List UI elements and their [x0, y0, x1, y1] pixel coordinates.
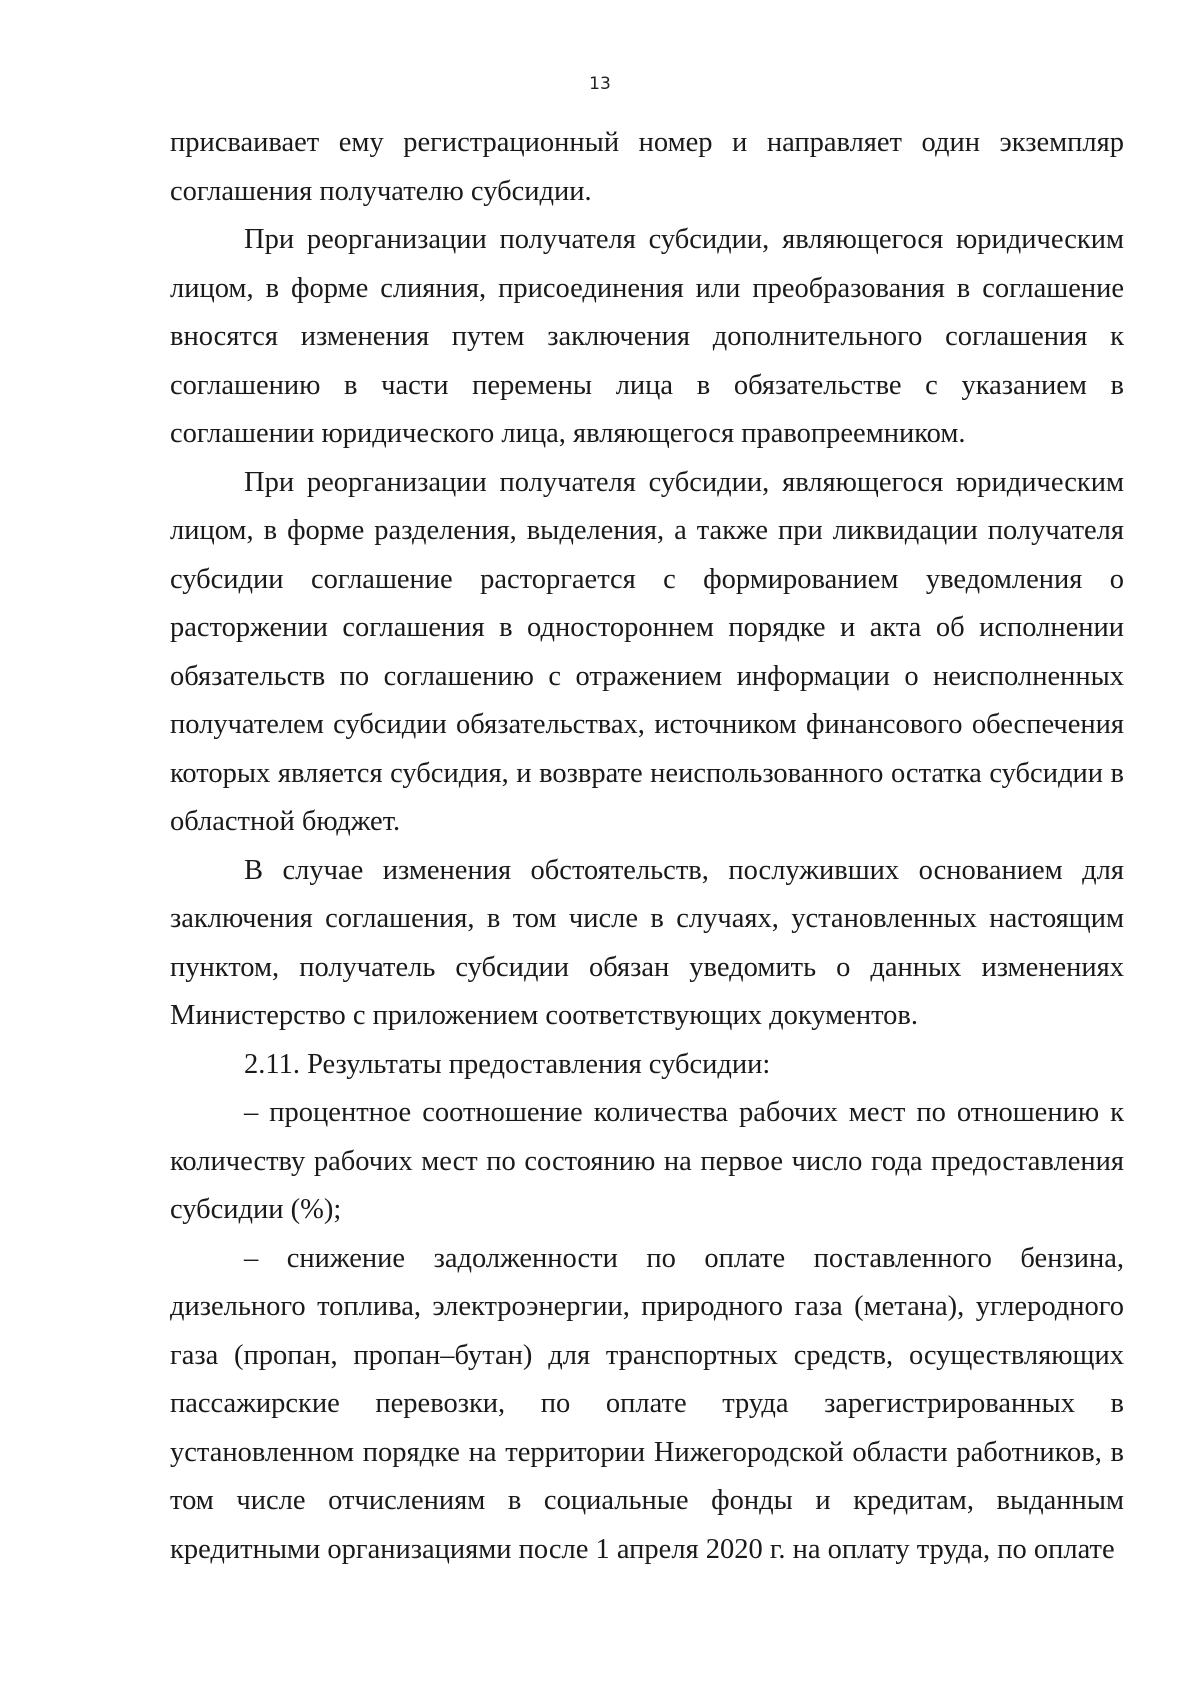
page-number: 13: [589, 74, 611, 94]
section-heading-results: 2.11. Результаты предоставления субсидии:: [244, 1048, 771, 1080]
list-item-debt-reduction: – снижение задолженности по оплате поставленного бензина, дизельного топлива, электроэнергии, природного газа (метана), углеродного газа (пропан, пропан–бутан) для транспортных средств, осуществляющих пассажирские перевозки, по оплате труда зарегистрированных в установленном порядке на территории Нижегородской области работников, в том числе отчислениям в социальные фонды и кредитам, выданным кредитными организациями после 1 апреля 2020 г. на оплату труда, по оплате: [170, 1242, 1124, 1565]
paragraph-reorganization-division: При реорганизации получателя субсидии, являющегося юридическим лицом, в форме разделения, выделения, а также при ликвидации получателя субсидии соглашение расторгается с формированием уведомления о расторжении соглашения в одностороннем порядке и акта об исполнении обязательств по соглашению с отражением информации о неисполненных получателем субсидии обязательствах, источником финансового обеспечения которых является субсидия, и возврате неиспользованного остатка субсидии в областной бюджет.: [170, 466, 1124, 837]
paragraph-reorganization-merger: При реорганизации получателя субсидии, являющегося юридическим лицом, в форме слияния, присоединения или преобразования в соглашение вносятся изменения путем заключения дополнительного соглашения к соглашению в части перемены лица в обязательстве с указанием в соглашении юридического лица, являющегося правопреемником.: [170, 224, 1124, 449]
paragraph-change-of-circumstances: В случае изменения обстоятельств, послуживших основанием для заключения соглашения, в том числе в случаях, установленных настоящим пунктом, получатель субсидии обязан уведомить о данных изменениях Министерство с приложением соответствующих документов.: [170, 854, 1124, 1031]
paragraph-continuation: присваивает ему регистрационный номер и направляет один экземпляр соглашения получателю субсидии.: [170, 127, 1124, 207]
list-item-workplaces: – процентное соотношение количества рабочих мест по отношению к количеству рабочих мест по состоянию на первое число года предоставления субсидии (%);: [170, 1097, 1124, 1225]
document-body: [170, 119, 1124, 1574]
